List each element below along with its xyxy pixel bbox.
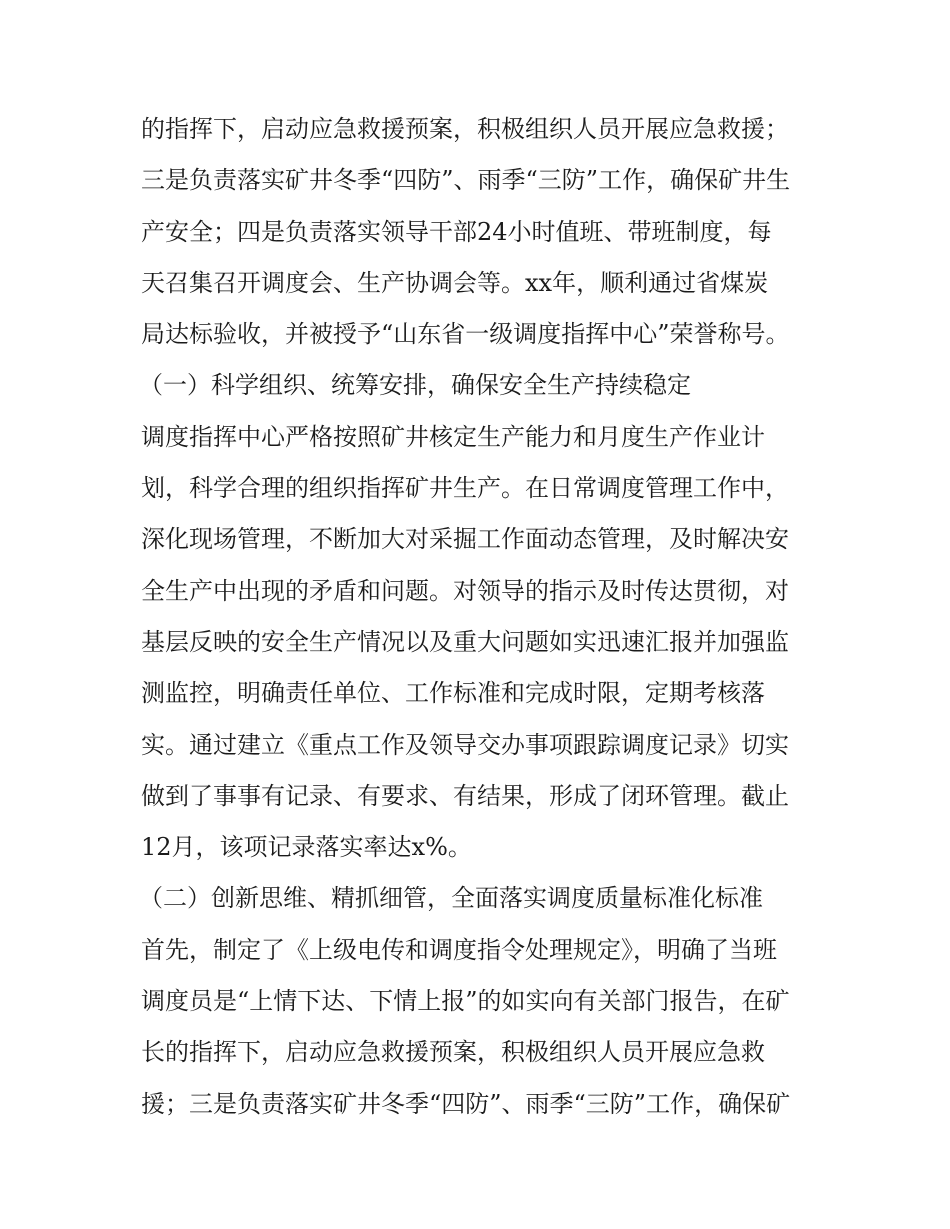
text-line: 调度指挥中心严格按照矿井核定生产能力和月度生产作业计 <box>141 422 765 451</box>
text-line: 测监控，明确责任单位、工作标准和完成时限，定期考核落 <box>141 679 765 708</box>
text-line: 产安全；四是负责落实领导干部24小时值班、带班制度，每 <box>141 217 772 246</box>
text-line: 天召集召开调度会、生产协调会等。xx年，顺利通过省煤炭 <box>141 268 769 297</box>
text-line: 基层反映的安全生产情况以及重大问题如实迅速汇报并加强监 <box>141 627 789 656</box>
document-body <box>141 104 821 1130</box>
text-line: 做到了事事有记录、有要求、有结果，形成了闭环管理。截止 <box>141 781 789 810</box>
text-line: 划，科学合理的组织指挥矿井生产。在日常调度管理工作中， <box>141 474 789 503</box>
section-heading-2: （二）创新思维、精抓细管，全面落实调度质量标准化标准 <box>139 884 763 913</box>
text-line: 局达标验收，并被授予“山东省一级调度指挥中心”荣誉称号。 <box>141 320 790 349</box>
text-line: 12月，该项记录落实率达x%。 <box>141 833 472 862</box>
text-line: 长的指挥下，启动应急救援预案，积极组织人员开展应急救 <box>141 1038 765 1067</box>
text-line: 调度员是“上情下达、下情上报”的如实向有关部门报告，在矿 <box>141 987 790 1016</box>
text-line: 深化现场管理，不断加大对采掘工作面动态管理，及时解决安 <box>141 525 789 554</box>
text-line: 三是负责落实矿井冬季“四防”、雨季“三防”工作，确保矿井生 <box>141 166 791 195</box>
text-line: 全生产中出现的矛盾和问题。对领导的指示及时传达贯彻，对 <box>141 576 789 605</box>
text-line: 援；三是负责落实矿井冬季“四防”、雨季“三防”工作，确保矿 <box>141 1089 791 1118</box>
text-line: 实。通过建立《重点工作及领导交办事项跟踪调度记录》切实 <box>141 730 789 759</box>
text-line: 的指挥下，启动应急救援预案，积极组织人员开展应急救援； <box>141 115 789 143</box>
text-line: 首先，制定了《上级电传和调度指令处理规定》，明确了当班 <box>141 935 777 964</box>
section-heading-1: （一）科学组织、统筹安排，确保安全生产持续稳定 <box>139 371 691 400</box>
